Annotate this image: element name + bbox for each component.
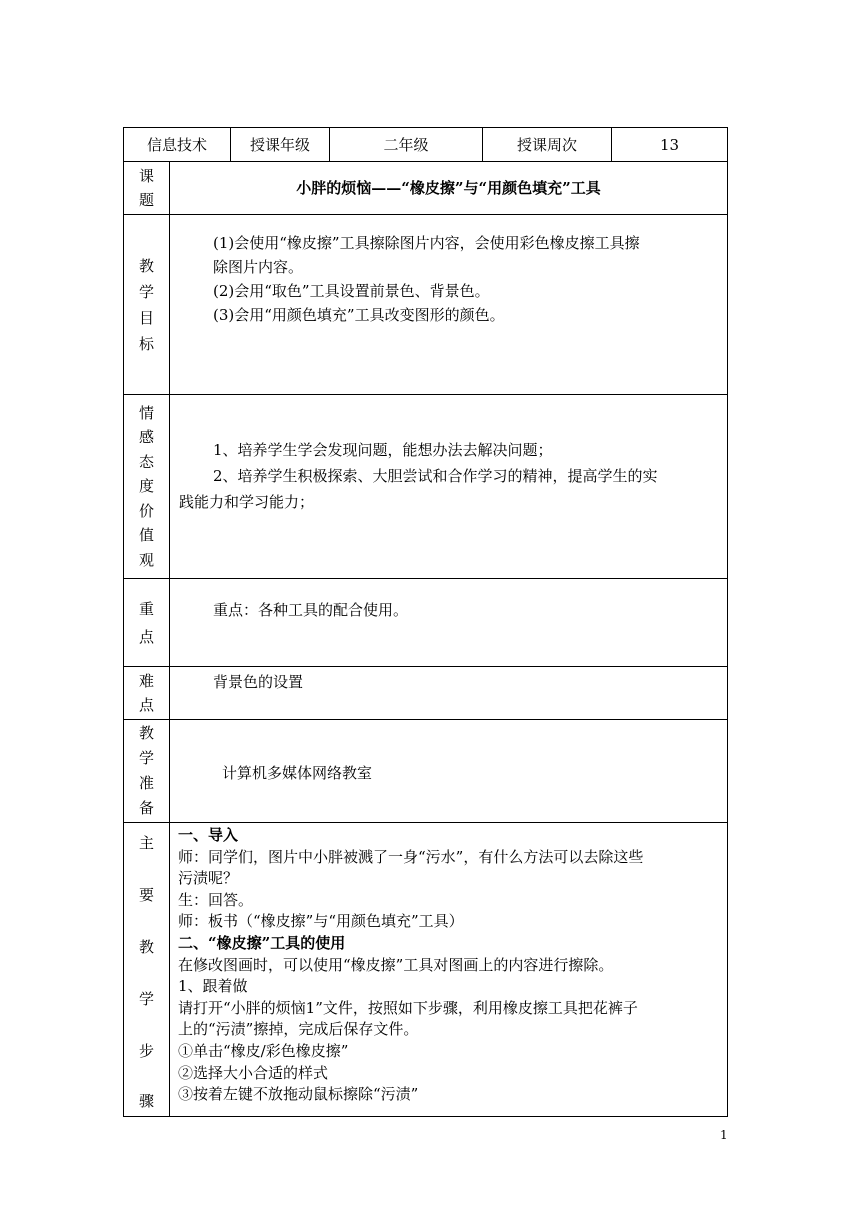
objectives-content-cell (170, 215, 727, 394)
grade-label: 授课年级 (249, 135, 310, 154)
step-line: 生：回答。 (178, 890, 254, 909)
objective-item-3: (3)会用“用颜色填充”工具改变图形的颜色。 (213, 306, 505, 324)
preparation-label-2: 准 (138, 774, 154, 792)
key-point-label-cell (124, 579, 170, 666)
subject-cell (124, 128, 231, 161)
steps-label-0: 主 (138, 834, 154, 852)
attitude-label-1: 感 (138, 428, 154, 447)
attitude-label-3: 度 (138, 477, 154, 496)
steps-content-cell (170, 823, 727, 1116)
objective-item-1a: (1)会使用“橡皮擦”工具擦除图片内容，会使用彩色橡皮擦工具擦 (213, 234, 640, 252)
step-line: 一、导入 (178, 826, 239, 844)
objectives-row (123, 214, 728, 394)
objective-item-1b: 除图片内容。 (213, 258, 304, 276)
step-line: 1、跟着做 (178, 977, 248, 996)
topic-label-1: 题 (138, 191, 154, 209)
steps-label-2: 教 (138, 938, 154, 956)
objective-item-2: (2)会用“取色”工具设置前景色、背景色。 (213, 282, 490, 300)
difficulty-content-cell (170, 667, 727, 719)
preparation-label-3: 备 (138, 799, 154, 817)
objectives-label-1: 学 (138, 282, 154, 301)
steps-label-4: 步 (138, 1042, 154, 1060)
preparation-label-1: 学 (138, 749, 154, 767)
difficulty-text: 背景色的设置 (213, 673, 304, 691)
attitude-label-0: 情 (138, 403, 154, 422)
week-label-cell (483, 128, 612, 161)
objectives-label-0: 教 (138, 256, 154, 275)
preparation-content-cell (170, 720, 727, 822)
week-value-cell (612, 128, 727, 161)
grade-label-cell (231, 128, 330, 161)
attitude-label-2: 态 (138, 452, 154, 471)
difficulty-label-0: 难 (138, 672, 154, 690)
steps-label-5: 骤 (138, 1092, 154, 1110)
week-value: 13 (659, 135, 680, 154)
attitude-label-5: 值 (138, 526, 154, 545)
key-point-content-cell (170, 579, 727, 666)
topic-label-cell (124, 162, 170, 214)
key-point-text: 重点：各种工具的配合使用。 (213, 601, 409, 619)
step-line: ②选择大小合适的样式 (178, 1063, 329, 1082)
difficulty-label-cell (124, 667, 170, 719)
step-line: 请打开“小胖的烦恼1”文件，按照如下步骤，利用橡皮擦工具把花裤子 (178, 998, 638, 1017)
attitude-row (123, 394, 728, 578)
steps-row (123, 822, 728, 1117)
attitude-label-6: 观 (138, 550, 154, 569)
step-line: 污渍呢？ (178, 869, 239, 888)
attitude-label-4: 价 (138, 501, 154, 520)
steps-label-3: 学 (138, 990, 154, 1008)
page-number: 1 (720, 1128, 728, 1142)
subject-text: 信息技术 (146, 135, 207, 154)
objectives-label-2: 目 (138, 308, 154, 327)
preparation-label-0: 教 (138, 724, 154, 742)
step-line: 二、“橡皮擦”工具的使用 (178, 933, 346, 952)
header-row (123, 127, 728, 161)
key-point-label-0: 重 (138, 599, 154, 618)
key-point-row (123, 578, 728, 666)
difficulty-label-1: 点 (138, 696, 154, 714)
topic-title-cell (170, 162, 727, 214)
step-line: 上的“污渍”擦掉，完成后保存文件。 (178, 1020, 419, 1039)
attitude-label-cell (124, 395, 170, 578)
objectives-label-cell (124, 215, 170, 394)
preparation-text: 计算机多媒体网络教室 (222, 764, 373, 782)
step-line: 在修改图画时，可以使用“橡皮擦”工具对图画上的内容进行擦除。 (178, 955, 614, 974)
difficulty-row (123, 666, 728, 719)
week-label: 授课周次 (516, 135, 577, 154)
grade-value-cell (330, 128, 483, 161)
step-line: 师：板书（“橡皮擦”与“用颜色填充”工具） (178, 912, 464, 931)
steps-label-cell (124, 823, 170, 1116)
steps-label-1: 要 (138, 886, 154, 904)
step-line: 师：同学们，图片中小胖被溅了一身“污水”，有什么方法可以去除这些 (178, 847, 644, 866)
attitude-content-cell (170, 395, 727, 578)
topic-row (123, 161, 728, 214)
topic-title: 小胖的烦恼——“橡皮擦”与“用颜色填充”工具 (296, 178, 601, 197)
attitude-line-2: 2、培养学生积极探索、大胆尝试和合作学习的精神，提高学生的实 (213, 467, 658, 485)
preparation-row (123, 719, 728, 822)
attitude-line-3: 践能力和学习能力； (179, 493, 315, 511)
topic-label-0: 课 (138, 167, 154, 185)
step-line: ①单击“橡皮/彩色橡皮擦” (178, 1041, 349, 1060)
attitude-line-1: 1、培养学生学会发现问题，能想办法去解决问题； (213, 441, 553, 459)
objectives-label-3: 标 (138, 334, 154, 353)
preparation-label-cell (124, 720, 170, 822)
grade-value: 二年级 (383, 135, 429, 154)
step-line: ③按着左键不放拖动鼠标擦除“污渍” (178, 1085, 419, 1104)
key-point-label-1: 点 (138, 627, 154, 646)
